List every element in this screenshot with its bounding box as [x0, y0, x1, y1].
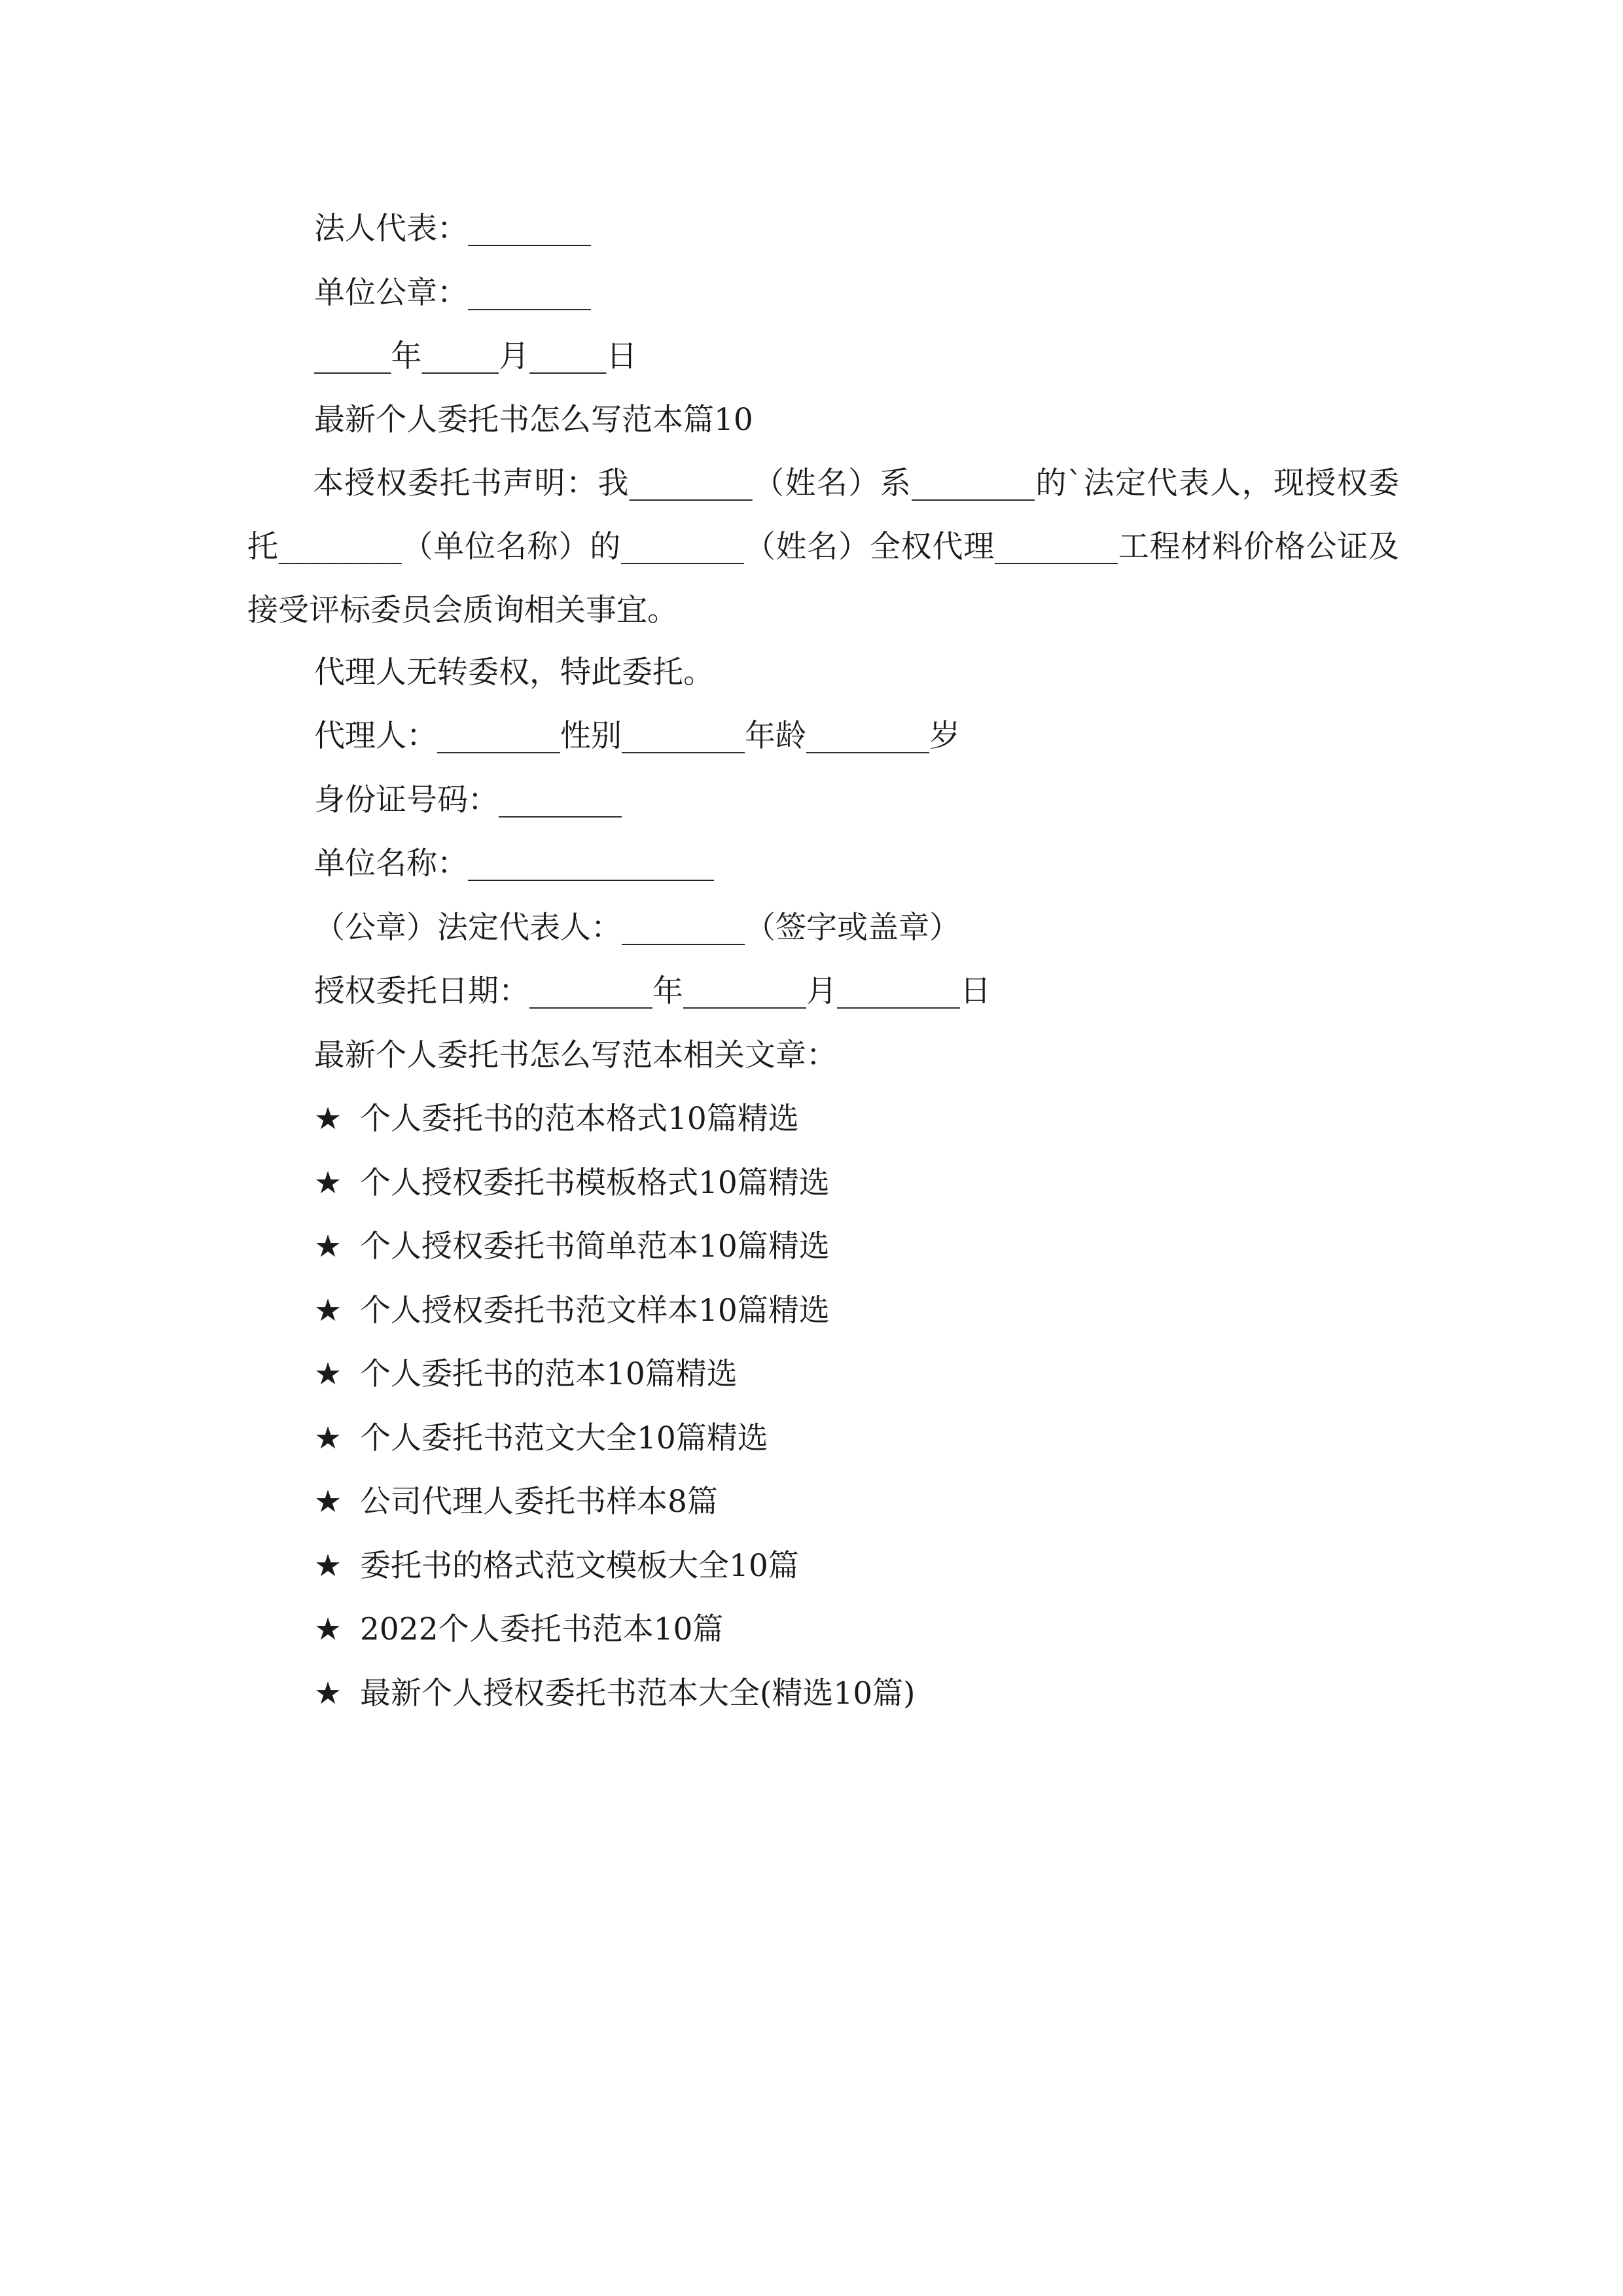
star-icon: ★ — [314, 1293, 342, 1329]
related-link-8[interactable] — [314, 1547, 799, 1586]
seal-signature-line: （公章）法定代表人：________（签字或盖章） — [314, 910, 960, 946]
related-link-label: 委托书的格式范文模板大全10篇 — [360, 1548, 799, 1584]
authorization-paragraph: 本授权委托书声明：我________（姓名）系________的`法定代表人，现授权委托________（单位名称）的________（姓名）全权代理________工程材料价格公证及接受评标委员会质询相关事宜。 — [247, 465, 1399, 628]
legal-representative-line: 法人代表：________ — [314, 211, 591, 247]
no-transfer-line: 代理人无转委权，特此委托。 — [314, 655, 714, 691]
star-icon: ★ — [314, 1356, 342, 1392]
related-link-label: 最新个人授权委托书范本大全(精选10篇) — [360, 1676, 916, 1712]
star-icon: ★ — [314, 1229, 342, 1265]
star-icon: ★ — [314, 1676, 342, 1712]
related-link-5[interactable] — [314, 1355, 738, 1394]
related-link-label: 2022个人委托书范本10篇 — [360, 1611, 724, 1647]
related-link-10[interactable] — [314, 1674, 915, 1713]
related-articles-heading: 最新个人委托书怎么写范本相关文章： — [314, 1037, 837, 1073]
related-link-label: 个人授权委托书简单范本10篇精选 — [360, 1229, 830, 1265]
star-icon: ★ — [314, 1548, 342, 1584]
unit-seal-line: 单位公章：________ — [314, 275, 591, 311]
id-number-line: 身份证号码：________ — [314, 782, 622, 818]
related-link-label: 个人授权委托书模板格式10篇精选 — [360, 1165, 830, 1201]
unit-name-line: 单位名称：________________ — [314, 846, 714, 882]
authorization-date-line: 授权委托日期：________年________月________日 — [314, 973, 991, 1009]
related-link-label: 公司代理人委托书样本8篇 — [360, 1484, 718, 1520]
related-link-3[interactable] — [314, 1227, 830, 1266]
star-icon: ★ — [314, 1101, 342, 1137]
date-line: _____年_____月_____日 — [314, 338, 637, 374]
related-link-label: 个人委托书的范本格式10篇精选 — [360, 1101, 799, 1137]
related-link-9[interactable] — [314, 1610, 723, 1649]
related-link-4[interactable] — [314, 1291, 830, 1331]
agent-line: 代理人：________性别________年龄________岁 — [314, 718, 960, 754]
related-link-7[interactable] — [314, 1482, 718, 1522]
related-link-label: 个人委托书范文大全10篇精选 — [360, 1420, 768, 1456]
related-link-2[interactable] — [314, 1164, 830, 1203]
star-icon: ★ — [314, 1611, 342, 1647]
star-icon: ★ — [314, 1165, 342, 1201]
related-link-label: 个人授权委托书范文样本10篇精选 — [360, 1293, 830, 1329]
related-link-label: 个人委托书的范本10篇精选 — [360, 1356, 738, 1392]
related-link-6[interactable] — [314, 1419, 768, 1458]
section-title: 最新个人委托书怎么写范本篇10 — [314, 402, 753, 438]
star-icon: ★ — [314, 1420, 342, 1456]
related-link-1[interactable] — [314, 1100, 799, 1139]
star-icon: ★ — [314, 1484, 342, 1520]
